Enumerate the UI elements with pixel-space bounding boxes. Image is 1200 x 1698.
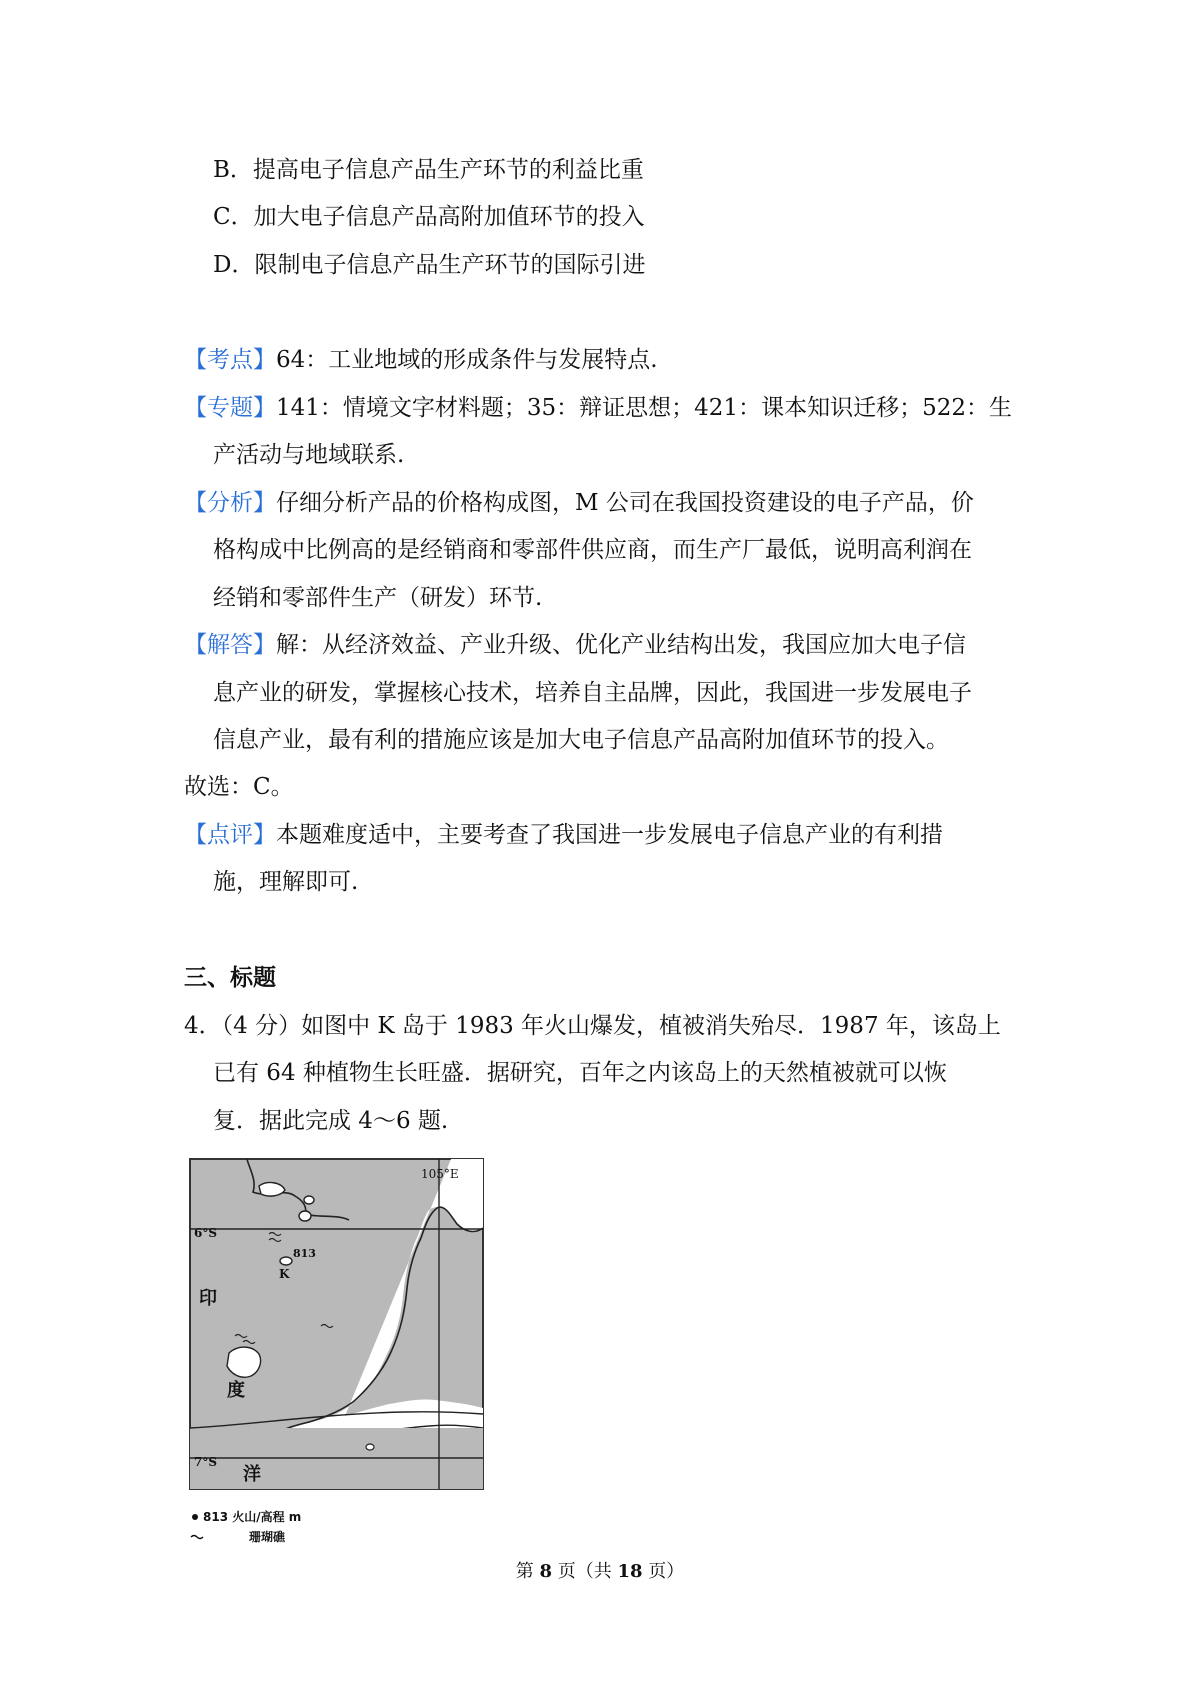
reef-legend-icon (191, 1536, 203, 1539)
footer-middle: 页（共 (552, 1561, 618, 1582)
island-label-k: K (279, 1267, 290, 1281)
footer-prefix: 第 (515, 1561, 540, 1582)
jieda-tag: 【解答】 (184, 632, 276, 658)
legend-reef: 珊瑚礁 (249, 1530, 286, 1544)
dianping-row (184, 820, 943, 850)
lat-label-top: 6°S (194, 1226, 218, 1240)
question-line2: 已有 64 种植物生长旺盛．据研究，百年之内该岛上的天然植被就可以恢 (213, 1060, 947, 1086)
ocean-char-1: 印 (199, 1288, 217, 1309)
zhuanti-line2: 产活动与地域联系. (213, 442, 405, 468)
jieda-row (184, 630, 966, 660)
zhuanti-tag: 【专题】 (184, 395, 276, 421)
island-west (227, 1347, 261, 1377)
answer-line: 故选：C。 (184, 774, 294, 800)
option-c: C．加大电子信息产品高附加值环节的投入 (213, 204, 645, 230)
dianping-tag: 【点评】 (184, 822, 276, 848)
fenxi-tag: 【分析】 (184, 490, 276, 516)
island-north-2 (304, 1196, 314, 1204)
ocean-char-3: 洋 (243, 1464, 261, 1485)
fenxi-line1: 仔细分析产品的价格构成图，M 公司在我国投资建设的电子产品，价 (276, 490, 974, 516)
question-line1: 4．（4 分）如图中 K 岛于 1983 年火山爆发，植被消失殆尽．1987 年，该岛上 (184, 1013, 1001, 1039)
option-b: B．提高电子信息产品生产环节的利益比重 (213, 157, 644, 183)
jieda-line2: 息产业的研发，掌握核心技术，培养自主品牌，因此，我国进一步发展电子 (213, 680, 972, 706)
map-svg (189, 1158, 484, 1548)
fenxi-line3: 经销和零部件生产（研发）环节. (213, 585, 543, 611)
island-north-3 (299, 1211, 311, 1221)
ocean-char-2: 度 (227, 1380, 245, 1401)
map-figure (189, 1158, 484, 1548)
kaodian-text: 64：工业地域的形成条件与发展特点. (276, 347, 658, 373)
footer-suffix: 页） (642, 1561, 685, 1582)
page-footer (0, 1560, 1200, 1584)
kaodian-row (184, 345, 658, 375)
footer-total-pages: 18 (617, 1561, 643, 1582)
zhuanti-line1: 141：情境文字材料题；35：辩证思想；421：课本知识迁移；522：生 (276, 395, 1012, 421)
footer-page-number: 8 (539, 1561, 552, 1582)
dianping-line1: 本题难度适中，主要考查了我国进一步发展电子信息产业的有利措 (276, 822, 943, 848)
option-d: D．限制电子信息产品生产环节的国际引进 (213, 252, 646, 278)
island-k (280, 1257, 292, 1265)
island-south (366, 1444, 374, 1450)
volcano-legend-icon (192, 1514, 198, 1520)
legend-volcano: 813 火山/高程 m (203, 1510, 302, 1524)
question-line3: 复．据此完成 4～6 题. (213, 1108, 449, 1134)
lon-label: 105°E (421, 1167, 459, 1181)
section-title: 三、标题 (184, 965, 276, 991)
volcano-height: 813 (293, 1247, 316, 1260)
dianping-line2: 施，理解即可. (213, 869, 359, 895)
jieda-line3: 信息产业，最有利的措施应该是加大电子信息产品高附加值环节的投入。 (213, 727, 949, 753)
fenxi-line2: 格构成中比例高的是经销商和零部件供应商，而生产厂最低，说明高利润在 (213, 537, 972, 563)
kaodian-tag: 【考点】 (184, 347, 276, 373)
lat-label-bottom: 7°S (194, 1455, 218, 1469)
jieda-line1: 解：从经济效益、产业升级、优化产业结构出发，我国应加大电子信 (276, 632, 966, 658)
fenxi-row (184, 488, 974, 518)
zhuanti-row (184, 393, 1012, 423)
